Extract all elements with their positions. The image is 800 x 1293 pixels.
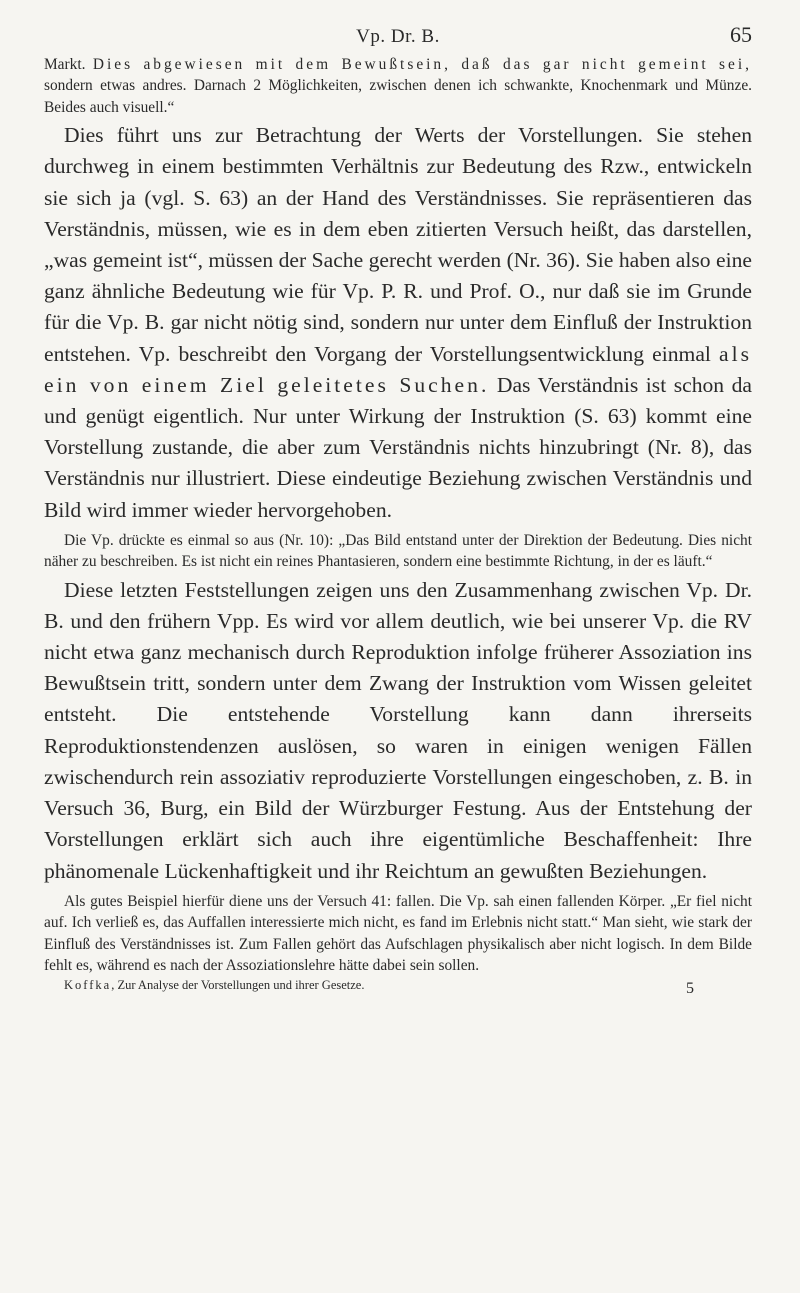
quote-continuation-end: sondern etwas andres. Darnach 2 Möglichkeiten, zwischen denen ich schwankte, Knochenmark und Münze. Beides auch visuell.“ — [44, 77, 752, 116]
footer-citation — [64, 978, 364, 993]
body-paragraph-values-start: Dies führt uns zur Betrachtung der Werts der Vorstellungen. Sie stehen durchweg in einem bestimmten Verhältnis zur Bedeutung des Rzw., entwickeln sie sich ja (vgl. S. 63) an der Hand des Verständnisses. Sie repräsentieren das Verständnis, müssen, wie es in dem eben zitierten Versuch heißt, das darstellen, „was gemeint ist“, müssen der Sache gerecht werden (Nr. 36). Sie haben also eine ganz ähnliche Bedeutung wie für Vp. P. R. und Prof. O., nur daß sie im Grunde für die Vp. B. gar nicht nötig sind, sondern nur unter dem Einfluß der Instruktion entstehen. Vp. beschreibt den Vorgang der Vorstellungsentwicklung einmal — [44, 123, 752, 366]
body-paragraph-values — [44, 120, 752, 526]
signature-mark: 5 — [686, 980, 694, 998]
quote-continuation-start: Markt. — [44, 56, 93, 73]
running-title: Vp. Dr. B. — [356, 26, 440, 47]
running-head — [44, 22, 752, 54]
small-note-direction: Die Vp. drückte es einmal so aus (Nr. 10): „Das Bild entstand unter der Direktion der Bedeutung. Dies nicht näher zu beschreiben. Es ist nicht ein reines Phantasieren, sondern eine bestimmte Richtung, in der es läuft.“ — [44, 531, 752, 571]
body-paragraph-values-end: Das Verständnis ist schon da und genügt eigentlich. Nur unter Wirkung der Instruktion (S. 63) kommt eine Vorstellung zustande, die aber zum Verständnis nichts hinzubringt (Nr. 8), das Verständnis nur illustriert. Diese eindeutige Beziehung zwischen Verständnis und Bild wird immer wieder hervorgehoben. — [44, 372, 752, 522]
emphasized-phrase: Dies abgewiesen mit dem Bewußtsein, daß das gar nicht gemeint sei, — [92, 56, 752, 73]
footer-title: , Zur Analyse der Vorstellungen und ihrer Gesetze. — [111, 978, 365, 993]
page-footer — [44, 978, 752, 1002]
footer-author: Koffka — [64, 978, 112, 993]
body-paragraph-connection: Diese letzten Feststellungen zeigen uns den Zusammenhang zwischen Vp. Dr. B. und den frühern Vpp. Es wird vor allem deutlich, wie bei unserer Vp. die RV nicht etwa ganz mechanisch durch Reproduktion infolge früherer Assoziation ins Bewußtsein tritt, sondern unter dem Zwang der Instruktion vom Wissen geleitet entsteht. Die entstehende Vorstellung kann dann ihrerseits Reproduktionstendenzen auslösen, so waren in einigen wenigen Fällen zwischendurch rein assoziativ reproduzierte Vorstellungen eingeschoben, z. B. in Versuch 36, Burg, ein Bild der Würzburger Festung. Aus der Entstehung der Vorstellungen erklärt sich auch ihre eigentümliche Beschaffenheit: Ihre phänomenale Lückenhaftigkeit und ihr Reichtum an gewußten Beziehungen. — [44, 577, 752, 883]
small-note-example: Als gutes Beispiel hierfür diene uns der Versuch 41: fallen. Die Vp. sah einen fallenden Körper. „Er fiel nicht auf. Ich verließ es, das Auffallen interessierte mich nicht, es fand im Erlebnis nicht statt.“ Man sieht, wie stark der Einfluß des Verständnisses ist. Zum Fallen gehört das Aufschlagen physikalisch aber nicht logisch. In dem Bilde fehlt es, während es nach der Assoziationslehre hätte dabei sein sollen. — [44, 892, 752, 974]
emphasized-phrase-search: als ein von einem Ziel geleitetes Suchen. — [44, 341, 752, 397]
page-number: 65 — [730, 22, 752, 47]
quote-continuation — [44, 54, 752, 118]
